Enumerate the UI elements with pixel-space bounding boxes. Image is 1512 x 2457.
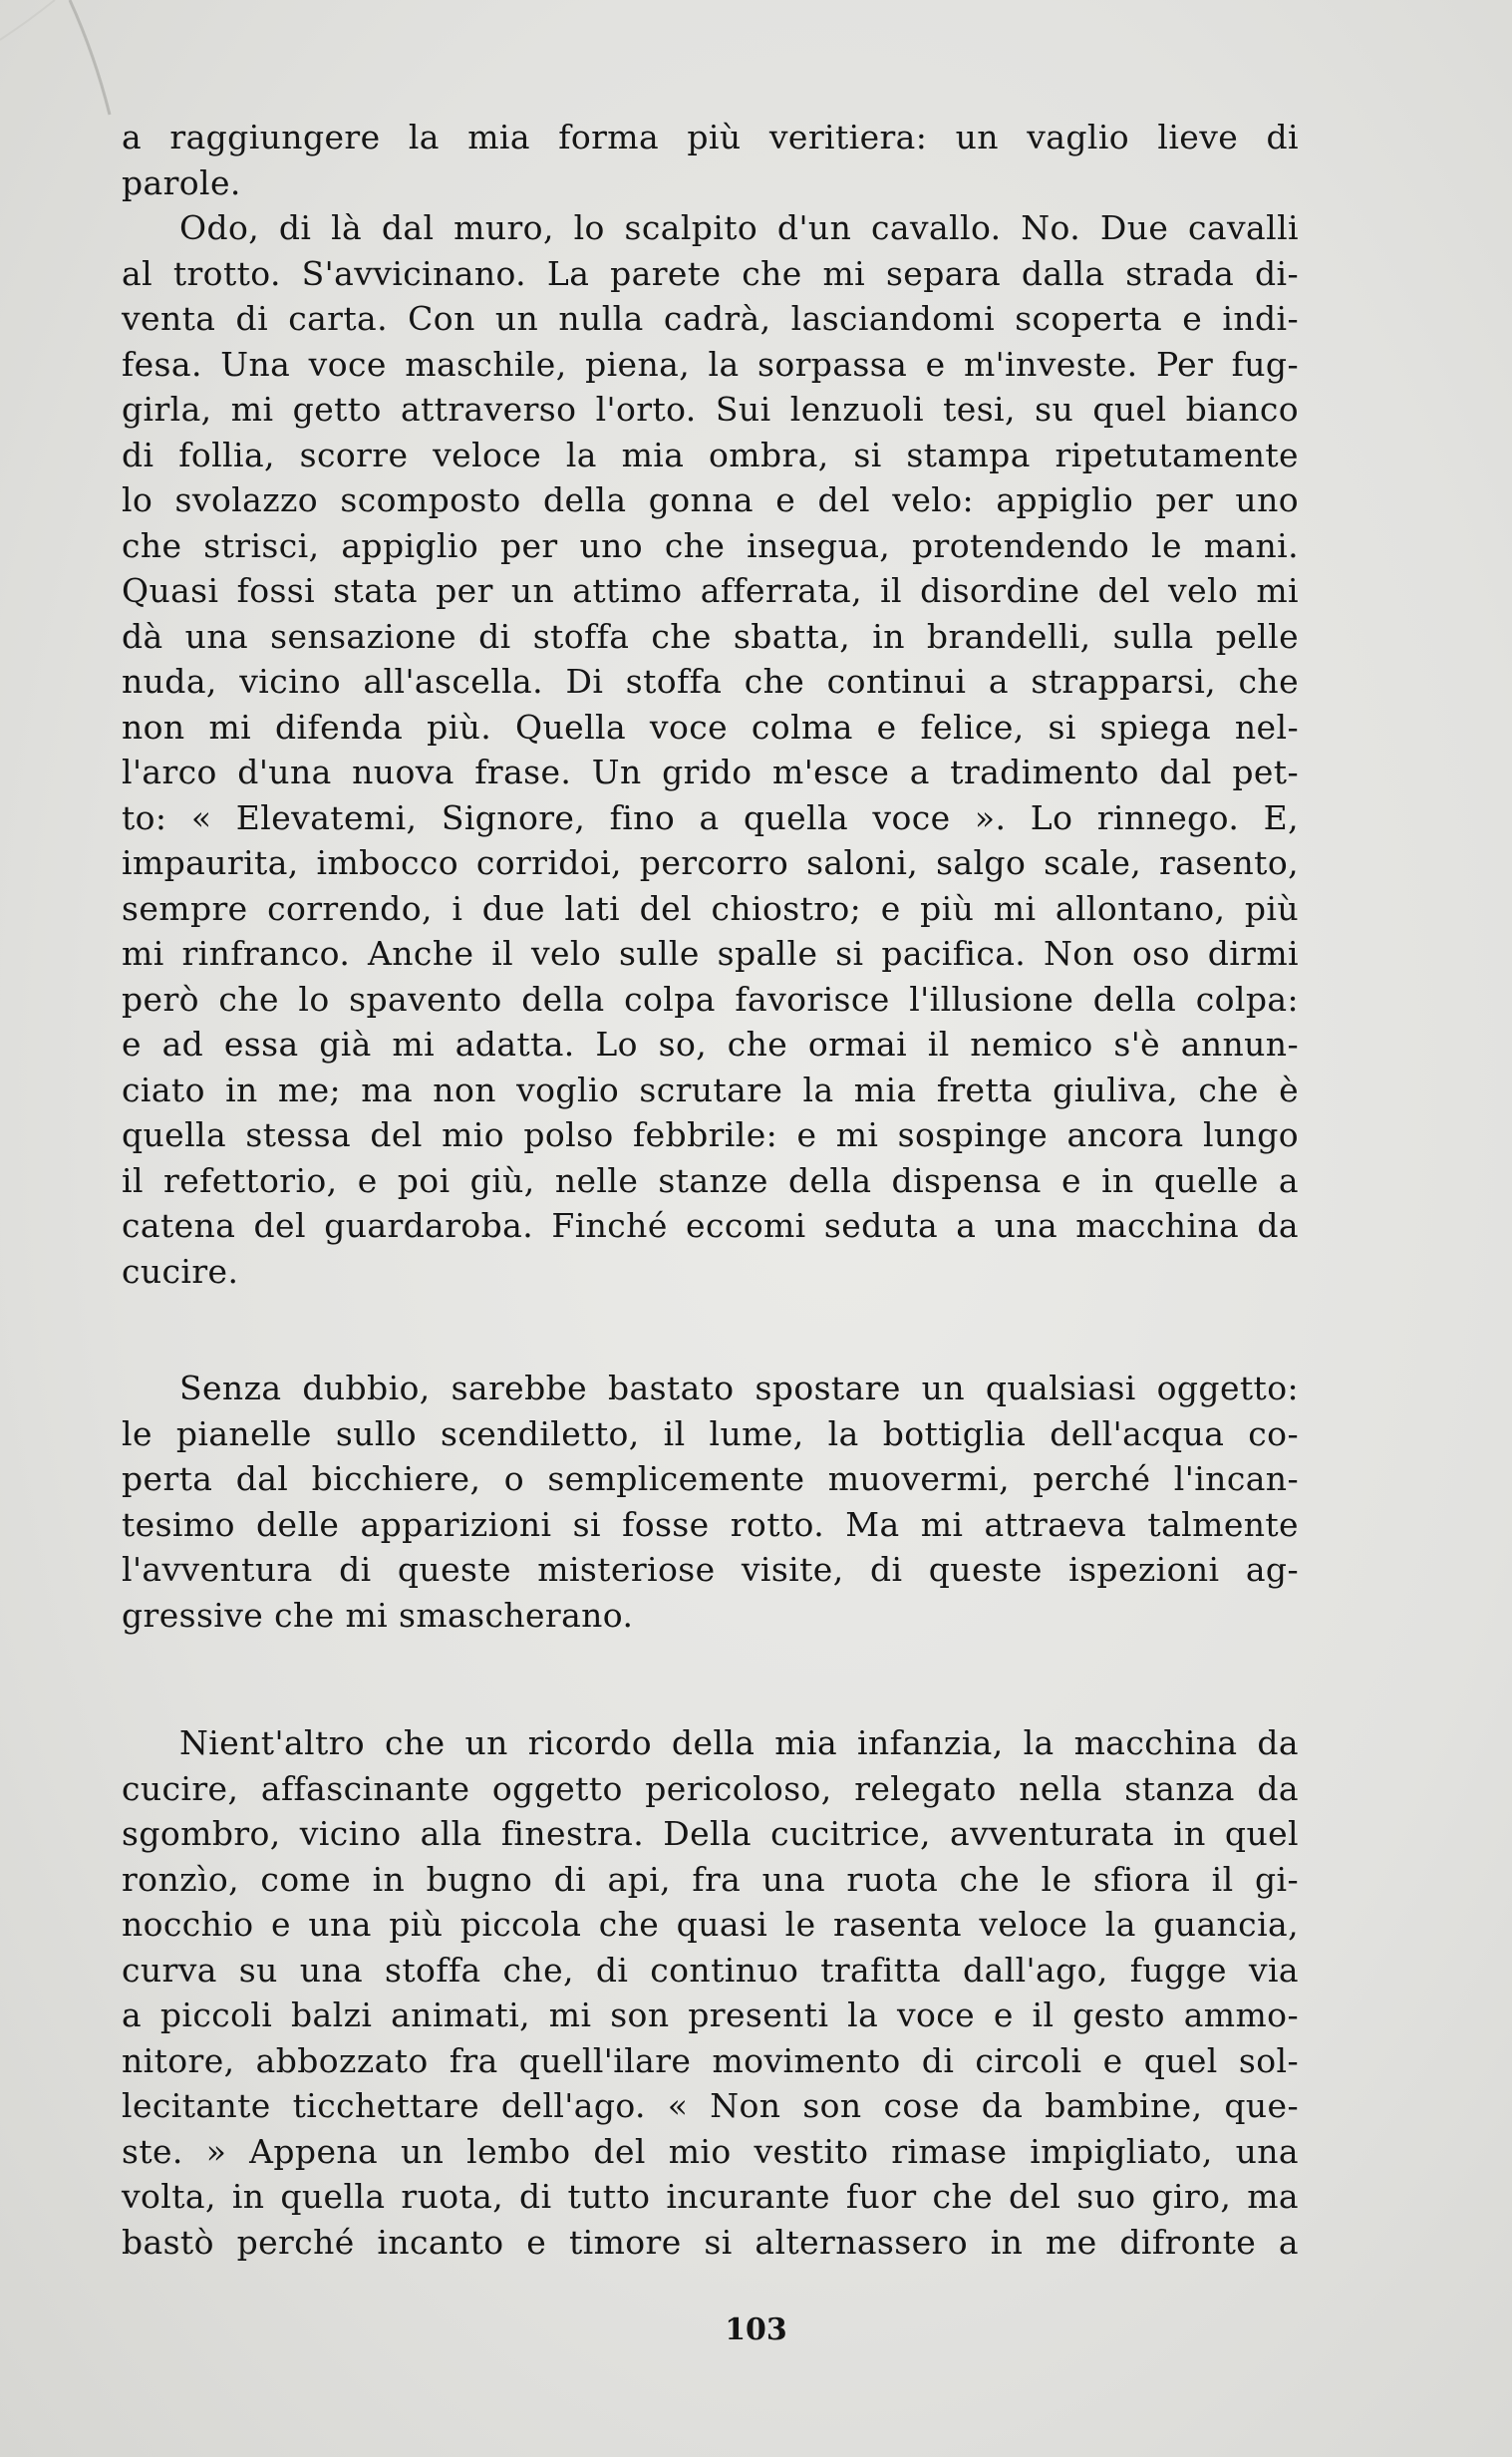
- text-line: to: « Elevatemi, Signore, fino a quella voce ». Lo rinnego. E,: [122, 797, 1299, 837]
- text-line: sempre correndo, i due lati del chiostro; e più mi allontano, più: [122, 888, 1299, 928]
- text-line: gressive che mi smascherano.: [122, 1595, 634, 1635]
- text-line: cucire, affascinante oggetto pericoloso, relegato nella stanza da: [122, 1768, 1299, 1808]
- text-line: nocchio e una più piccola che quasi le rasenta veloce la guancia,: [122, 1905, 1299, 1944]
- text-line: le pianelle sullo scendiletto, il lume, la bottiglia dell'acqua co-: [122, 1413, 1299, 1453]
- text-line: bastò perché incanto e timore si alternassero in me difronte a: [122, 2222, 1299, 2262]
- page-number: 103: [725, 2312, 787, 2347]
- text-line: venta di carta. Con un nulla cadrà, lasciandomi scoperta e indi-: [122, 299, 1299, 338]
- text-line: volta, in quella ruota, di tutto incurante fuor che del suo giro, ma: [122, 2177, 1299, 2216]
- paragraph-section-1: [122, 115, 1299, 1294]
- text-line: lecitante ticchettare dell'ago. « Non son cose da bambine, que-: [122, 2086, 1299, 2125]
- text-line: perta dal bicchiere, o semplicemente muovermi, perché l'incan-: [122, 1459, 1299, 1498]
- text-line: Senza dubbio, sarebbe bastato spostare un qualsiasi oggetto:: [179, 1369, 1299, 1407]
- text-line: che strisci, appiglio per uno che insegua, protendendo le mani.: [122, 525, 1299, 565]
- text-line: però che lo spavento della colpa favorisce l'illusione della colpa:: [122, 979, 1299, 1019]
- paragraph-section-2: [122, 1366, 1299, 1638]
- text-line: non mi difenda più. Quella voce colma e felice, si spiega nel-: [122, 707, 1299, 747]
- text-line: di follia, scorre veloce la mia ombra, si stampa ripetutamente: [122, 435, 1299, 474]
- text-line: nuda, vicino all'ascella. Di stoffa che continui a strapparsi, che: [122, 662, 1299, 701]
- text-line: ste. » Appena un lembo del mio vestito rimase impigliato, una: [122, 2131, 1299, 2171]
- text-line: nitore, abbozzato fra quell'ilare movimento di circoli e quel sol-: [122, 2040, 1299, 2080]
- text-line: sgombro, vicino alla finestra. Della cucitrice, avventurata in quel: [122, 1814, 1299, 1853]
- text-line: parole.: [122, 162, 241, 202]
- text-line: cucire.: [122, 1251, 239, 1291]
- text-line: girla, mi getto attraverso l'orto. Sui lenzuoli tesi, su quel bianco: [122, 390, 1299, 429]
- text-line: tesimo delle apparizioni si fosse rotto. Ma mi attraeva talmente: [122, 1504, 1299, 1544]
- text-line: impaurita, imbocco corridoi, percorro saloni, salgo scale, rasento,: [122, 843, 1299, 882]
- text-line: ronzìo, come in bugno di api, fra una ruota che le sfiora il gi-: [122, 1859, 1299, 1899]
- text-line: e ad essa già mi adatta. Lo so, che ormai il nemico s'è annun-: [122, 1025, 1299, 1064]
- text-line: Quasi fossi stata per un attimo afferrata, il disordine del velo mi: [122, 571, 1299, 610]
- text-line: l'arco d'una nuova frase. Un grido m'esce a tradimento dal pet-: [122, 753, 1299, 791]
- text-line: fesa. Una voce maschile, piena, la sorpassa e m'investe. Per fug-: [122, 344, 1299, 384]
- text-line: curva su una stoffa che, di continuo trafitta dall'ago, fugge via: [122, 1950, 1299, 1990]
- text-line: Nient'altro che un ricordo della mia infanzia, la macchina da: [179, 1723, 1299, 1762]
- text-line: quella stessa del mio polso febbrile: e mi sospinge ancora lungo: [122, 1115, 1299, 1154]
- paragraph-section-3: [122, 1720, 1299, 2265]
- text-line: al trotto. S'avvicinano. La parete che mi separa dalla strada di-: [122, 253, 1299, 293]
- text-line: a raggiungere la mia forma più veritiera: un vaglio lieve di: [122, 118, 1299, 156]
- text-line: lo svolazzo scomposto della gonna e del velo: appiglio per uno: [122, 480, 1299, 519]
- text-line: mi rinfranco. Anche il velo sulle spalle si pacifica. Non oso dirmi: [122, 934, 1299, 973]
- text-line: il refettorio, e poi giù, nelle stanze della dispensa e in quelle a: [122, 1160, 1299, 1200]
- text-line: ciato in me; ma non voglio scrutare la mia fretta giuliva, che è: [122, 1070, 1299, 1109]
- text-line: catena del guardaroba. Finché eccomi seduta a una macchina da: [122, 1206, 1299, 1245]
- text-line: a piccoli balzi animati, mi son presenti la voce e il gesto ammo-: [122, 1996, 1299, 2034]
- text-line: l'avventura di queste misteriose visite, di queste ispezioni ag-: [122, 1550, 1299, 1589]
- page-fold-mark: [0, 0, 130, 130]
- text-line: dà una sensazione di stoffa che sbatta, in brandelli, sulla pelle: [122, 616, 1299, 656]
- text-line: Odo, di là dal muro, lo scalpito d'un cavallo. No. Due cavalli: [179, 208, 1299, 247]
